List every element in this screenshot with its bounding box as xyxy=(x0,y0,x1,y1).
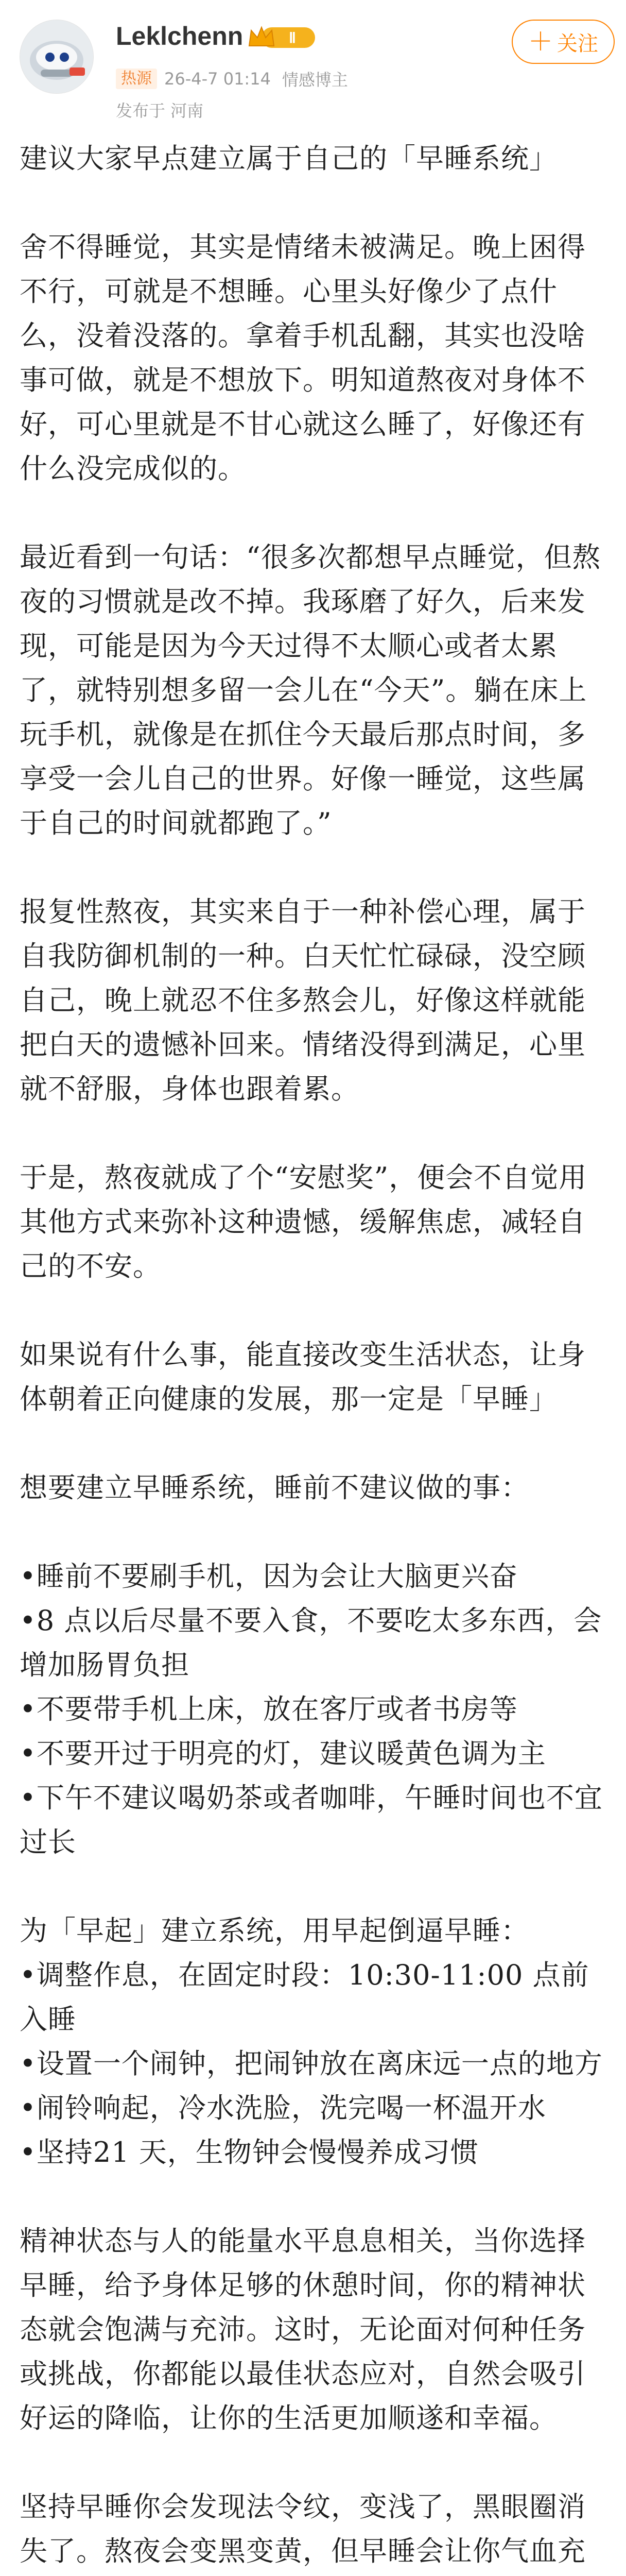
author-name[interactable]: Leklchenn xyxy=(116,22,244,50)
paragraph: 如果说有什么事，能直接改变生活状态，让身体朝着正向健康的发展，那一定是「早睡」 xyxy=(20,1338,586,1415)
paragraph: 精神状态与人的能量水平息息相关，当你选择早睡，给予身体足够的休憩时间，你的精神状态就会饱满与充沛。这时，无论面对何种任务或挑战，你都能以最佳状态应对，自然会吸引好运的降临，让你的生活更加顺遂和幸福。 xyxy=(20,2225,586,2434)
plus-icon: ＋ xyxy=(528,27,553,56)
list-item: •坚持21 天，生物钟会慢慢养成习惯 xyxy=(20,2136,479,2168)
list-item: •调整作息，在固定时段：10:30-11:00 点前入睡 xyxy=(20,1959,589,2036)
post-location: 发布于 河南 xyxy=(116,101,204,121)
post-category: 情感博主 xyxy=(282,70,348,90)
post-meta xyxy=(116,67,348,91)
paragraph: 报复性熬夜，其实来自于一种补偿心理，属于自我防御机制的一种。白天忙忙碌碌，没空顾自己，晚上就忍不住多熬会儿，好像这样就能把白天的遗憾补回来。情绪没得到满足，心里就不舒服，身体也跟着累。 xyxy=(20,895,586,1105)
list-item: •不要带手机上床，放在客厅或者书房等 xyxy=(20,1693,518,1725)
paragraph: 于是，熬夜就成了个“安慰奖”，便会不自觉用其他方式来弥补这种遗憾，缓解焦虑，减轻自己的不安。 xyxy=(20,1161,587,1282)
avatar[interactable] xyxy=(20,20,94,94)
paragraph: 为「早起」建立系统，用早起倒逼早睡： xyxy=(20,1914,529,1947)
list-item: •设置一个闹钟，把闹钟放在离床远一点的地方 xyxy=(20,2047,603,2080)
follow-button[interactable] xyxy=(512,20,615,64)
avatar-image xyxy=(20,20,93,93)
avoid-list xyxy=(20,1554,606,1865)
vip-badge xyxy=(246,23,318,52)
crown-icon xyxy=(246,23,318,52)
list-item: •不要开过于明亮的灯，建议暖黄色调为主 xyxy=(20,1737,546,1770)
paragraph: 想要建立早睡系统，睡前不建议做的事： xyxy=(20,1471,529,1504)
follow-label: 关注 xyxy=(557,31,598,56)
list-item: •下午不建议喝奶茶或者咖啡，午睡时间也不宜过长 xyxy=(20,1782,603,1858)
early-rise-list xyxy=(20,1953,606,2175)
article-title: 建议大家早点建立属于自己的「早睡系统」 xyxy=(20,142,558,175)
list-item: •睡前不要刷手机，因为会让大脑更兴奋 xyxy=(20,1560,518,1592)
paragraph: 最近看到一句话：“很多次都想早点睡觉，但熬夜的习惯就是改不掉。我琢磨了好久，后来发现，可能是因为今天过得不太顺心或者太累了，就特别想多留一会儿在“今天”。躺在床上玩手机，就像是在抓住今天最后那点时间，多享受一会儿自己的世界。好像一睡觉，这些属于自己的时间就都跑了。” xyxy=(20,541,601,839)
hot-badge: 热源 xyxy=(116,69,157,89)
paragraph: 坚持早睡你会发现法令纹，变浅了，黑眼圈消失了。熬夜会变黑变黄，但早睡会让你气血充 xyxy=(20,2490,586,2567)
vip-level: Ⅱ xyxy=(289,30,296,46)
article-body xyxy=(20,137,606,2576)
post-header xyxy=(0,0,626,129)
paragraph: 舍不得睡觉，其实是情绪未被满足。晚上困得不行，可就是不想睡。心里头好像少了点什么，没着没落的。拿着手机乱翻，其实也没啥事可做，就是不想放下。明知道熬夜对身体不好，可心里就是不甘心就这么睡了，好像还有什么没完成似的。 xyxy=(20,231,586,485)
post-timestamp: 26-4-7 01:14 xyxy=(164,69,271,89)
list-item: •闹铃响起，冷水洗脸，洗完喝一杯温开水 xyxy=(20,2092,546,2124)
list-item: •8 点以后尽量不要入食，不要吃太多东西，会增加肠胃负担 xyxy=(20,1604,602,1681)
